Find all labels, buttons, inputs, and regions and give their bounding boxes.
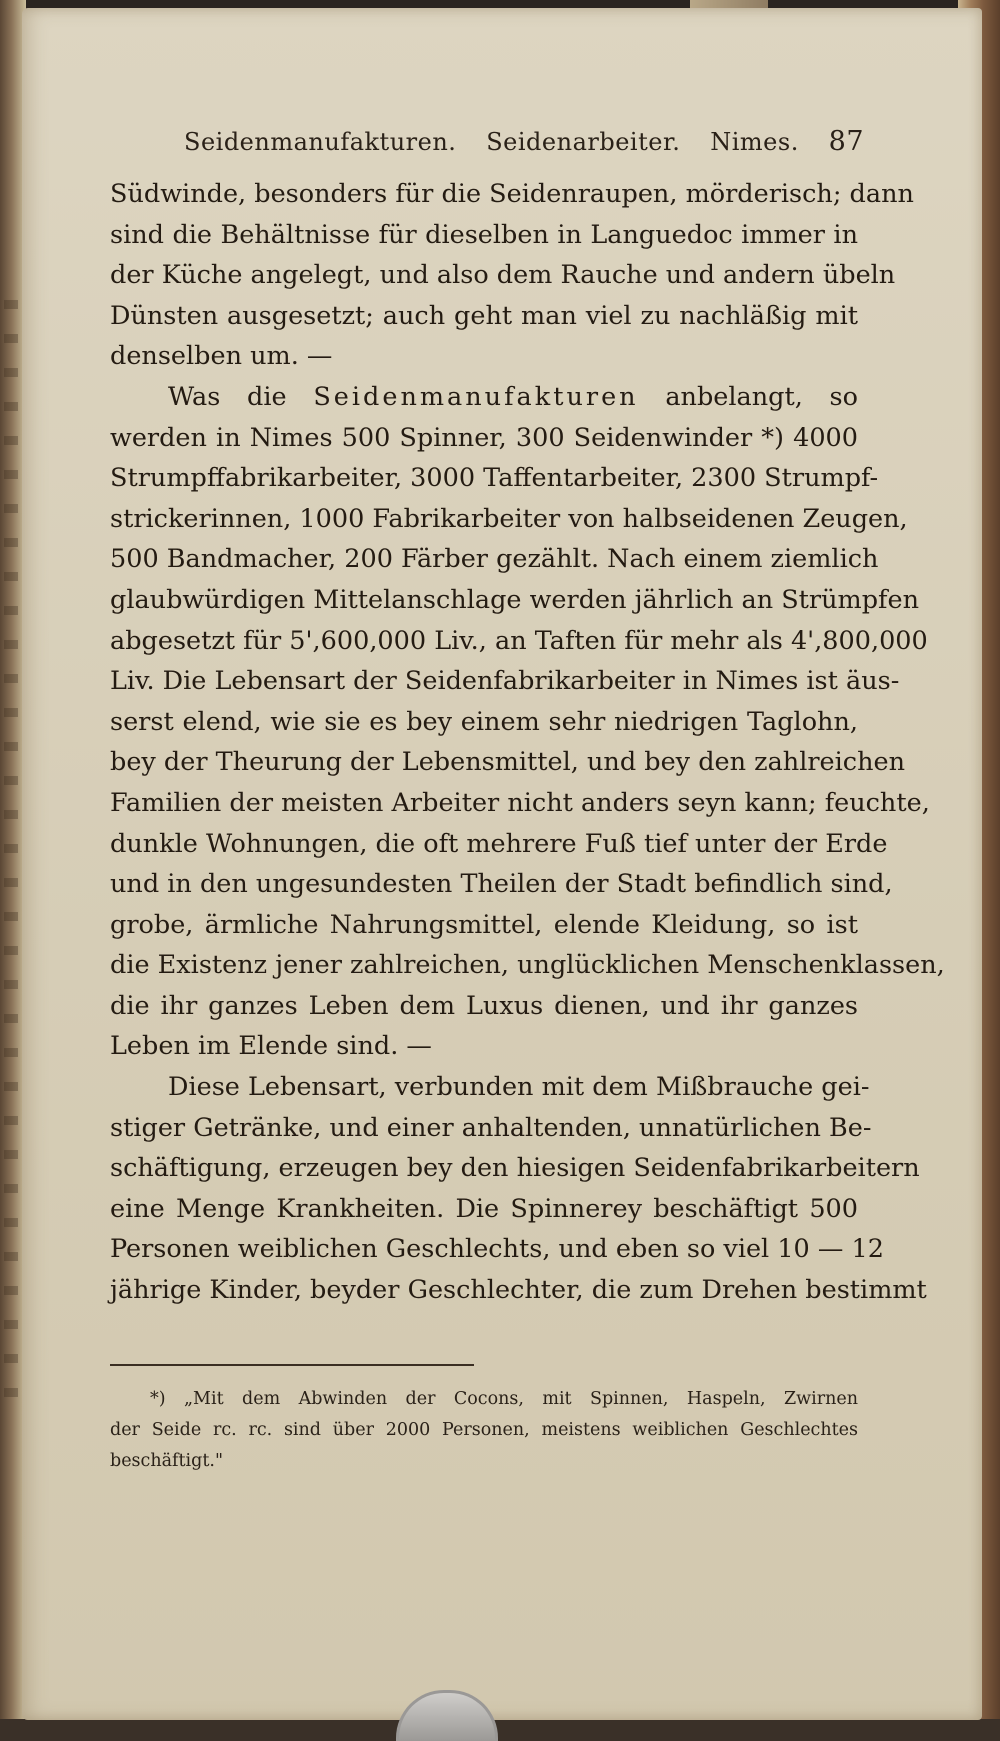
footnote <box>110 1384 858 1477</box>
text-line: bey der Theurung der Lebensmittel, und bey den zahlreichen <box>110 747 906 778</box>
text-line: Liv. Die Lebensart der Seidenfabrikarbeiter in Nimes ist äus- <box>110 666 900 697</box>
text-line: Was die Seidenmanufakturen anbelangt, so <box>168 381 858 412</box>
main-text <box>110 174 945 1311</box>
text-line: die Existenz jener zahlreichen, unglücklichen Menschenklassen, <box>110 950 945 981</box>
text-line: strickerinnen, 1000 Fabrikarbeiter von halbseidenen Zeugen, <box>110 503 908 534</box>
text-line: eine Menge Krankheiten. Die Spinnerey beschäftigt 500 <box>110 1193 858 1224</box>
running-header <box>184 126 864 166</box>
text-line: Familien der meisten Arbeiter nicht anders seyn kann; feuchte, <box>110 787 930 818</box>
text-line: und in den ungesundesten Theilen der Stadt befindlich sind, <box>110 869 893 900</box>
text-line: glaubwürdigen Mittelanschlage werden jährlich an Strümpfen <box>110 584 920 615</box>
footnote-line: *) „Mit dem Abwinden der Cocons, mit Spinnen, Haspeln, Zwirnen <box>150 1389 858 1409</box>
show-through-text <box>4 300 18 1400</box>
footnote-line: beschäftigt." <box>110 1451 223 1471</box>
spaced-emphasis: Seidenmanufakturen <box>313 381 639 412</box>
text-line: Südwinde, besonders für die Seidenraupen, mörderisch; dann <box>110 179 914 209</box>
text-line: serst elend, wie sie es bey einem sehr niedrigen Taglohn, <box>110 706 858 737</box>
header-center: Seidenarbeiter. <box>486 128 681 156</box>
text-line: Personen weiblichen Geschlechts, und eben so viel 10 — 12 <box>110 1234 884 1265</box>
text-line: die ihr ganzes Leben dem Luxus dienen, und ihr ganzes <box>110 990 858 1021</box>
book-page <box>22 8 982 1720</box>
text-line: jährige Kinder, beyder Geschlechter, die zum Drehen bestimmt <box>110 1275 927 1306</box>
header-left: Seidenmanufakturen. <box>184 128 457 156</box>
text-line: Leben im Elende sind. — <box>110 1031 432 1062</box>
text-line: grobe, ärmliche Nahrungsmittel, elende Kleidung, so ist <box>110 909 858 940</box>
header-right: Nimes. <box>710 128 799 156</box>
text-line: denselben um. — <box>110 341 333 372</box>
text-line: stiger Getränke, und einer anhaltenden, unnatürlichen Be- <box>110 1112 872 1143</box>
book-edge-bottom <box>0 1719 1000 1741</box>
page-number: 87 <box>828 126 864 157</box>
footnote-line: der Seide rc. rc. sind über 2000 Personen, meistens weiblichen Geschlechtes <box>110 1420 858 1440</box>
text-line: Diese Lebensart, verbunden mit dem Mißbrauche gei- <box>168 1072 870 1103</box>
text-line: Strumpffabrikarbeiter, 3000 Taffentarbeiter, 2300 Strumpf- <box>110 463 879 494</box>
text-line: schäftigung, erzeugen bey den hiesigen Seidenfabrikarbeitern <box>110 1153 920 1184</box>
text-line: sind die Behältnisse für dieselben in Languedoc immer in <box>110 219 858 250</box>
text-line: 500 Bandmacher, 200 Färber gezählt. Nach einem ziemlich <box>110 544 879 575</box>
text-line: der Küche angelegt, und also dem Rauche und andern übeln <box>110 260 896 291</box>
text-line: dunkle Wohnungen, die oft mehrere Fuß tief unter der Erde <box>110 828 888 859</box>
text-line: werden in Nimes 500 Spinner, 300 Seidenwinder *) 4000 <box>110 422 858 453</box>
text-line: abgesetzt für 5',600,000 Liv., an Taften für mehr als 4',800,000 <box>110 625 928 656</box>
footnote-rule <box>110 1364 474 1366</box>
text-line: Dünsten ausgesetzt; auch geht man viel zu nachläßig mit <box>110 300 858 331</box>
